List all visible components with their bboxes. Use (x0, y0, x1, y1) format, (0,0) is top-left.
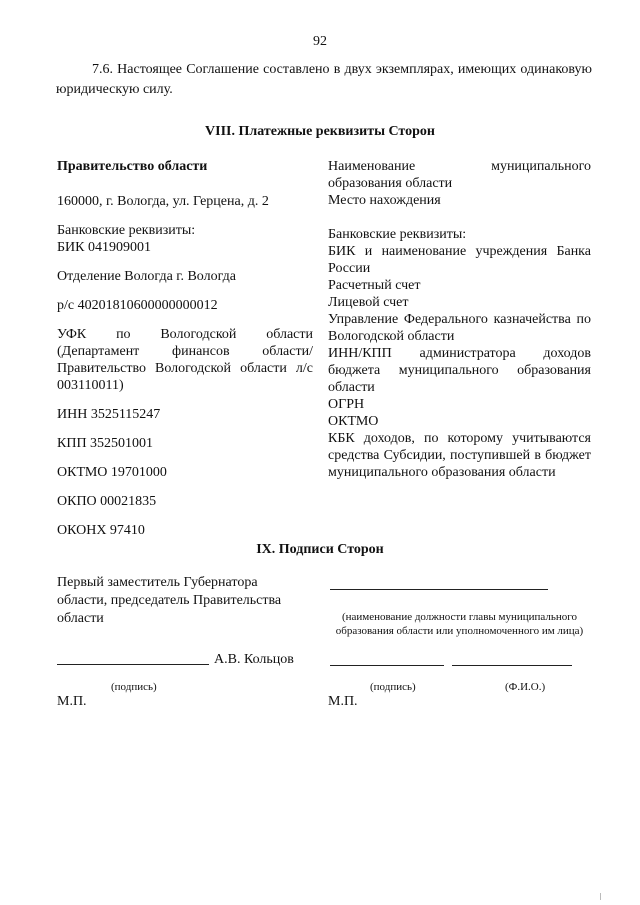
government-address: 160000, г. Вологда, ул. Герцена, д. 2 (57, 194, 269, 209)
municipality-kbk: КБК доходов, по которому учитываются средства Субсидии, поступившей в бюджет муниципального образования области (328, 431, 591, 480)
municipality-ogrn: ОГРН (328, 397, 365, 412)
municipality-details (328, 158, 591, 481)
municipality-position-line (330, 589, 548, 590)
government-signer-position: Первый заместитель Губернатора области, председатель Правительства области (57, 575, 282, 626)
government-ufk: УФК по Вологодской области (Департамент финансов области/Правительство Вологодской области л/с 003110011) (57, 327, 313, 393)
municipality-settlement-account: Расчетный счет (328, 278, 421, 293)
page-number: 92 (313, 34, 327, 49)
municipality-seal-mark: М.П. (328, 694, 358, 709)
section8-title: VIII. Платежные реквизиты Сторон (205, 124, 435, 139)
intro-text: 7.6. Настоящее Соглашение составлено в двух экземплярах, имеющих одинаковую юридическую силу. (56, 62, 592, 97)
municipality-personal-account: Лицевой счет (328, 295, 409, 310)
municipality-inn-kpp: ИНН/КПП администратора доходов бюджета муниципального образования области (328, 346, 591, 395)
municipality-fio-line (452, 665, 572, 666)
government-seal-mark: М.П. (57, 694, 87, 709)
municipality-signature-line (330, 665, 444, 666)
intro-paragraph (56, 60, 592, 100)
government-okonh: ОКОНХ 97410 (57, 523, 145, 538)
municipality-bik-bank: БИК и наименование учреждения Банка России (328, 244, 591, 276)
municipality-position-caption: (наименование должности главы муниципального образования области или уполномоченного им лица) (335, 611, 584, 637)
government-details (57, 158, 313, 551)
municipality-fio-caption: (Ф.И.О.) (505, 681, 546, 693)
government-bank-label: Банковские реквизиты: (57, 223, 196, 238)
municipality-signature-caption: (подпись) (370, 681, 416, 693)
government-signature-line (57, 664, 209, 665)
scan-mark (600, 893, 601, 900)
government-signer-name: А.В. Кольцов (214, 652, 294, 667)
government-bik: БИК 041909001 (57, 240, 151, 255)
government-branch: Отделение Вологда г. Вологда (57, 269, 236, 284)
municipality-bank-label: Банковские реквизиты: (328, 227, 467, 242)
municipality-name: Наименование муниципального образования области (328, 159, 591, 191)
government-inn: ИНН 3525115247 (57, 407, 161, 422)
municipality-ufk: Управление Федерального казначейства по Вологодской области (328, 312, 591, 344)
government-signature-caption: (подпись) (111, 681, 157, 693)
government-kpp: КПП 352501001 (57, 436, 154, 451)
section9-title: IX. Подписи Сторон (256, 542, 384, 557)
municipality-oktmo: ОКТМО (328, 414, 379, 429)
government-account: р/с 40201810600000000012 (57, 298, 218, 313)
government-okpo: ОКПО 00021835 (57, 494, 157, 509)
municipality-location: Место нахождения (328, 193, 441, 208)
government-heading: Правительство области (57, 159, 208, 174)
government-oktmo: ОКТМО 19701000 (57, 465, 167, 480)
